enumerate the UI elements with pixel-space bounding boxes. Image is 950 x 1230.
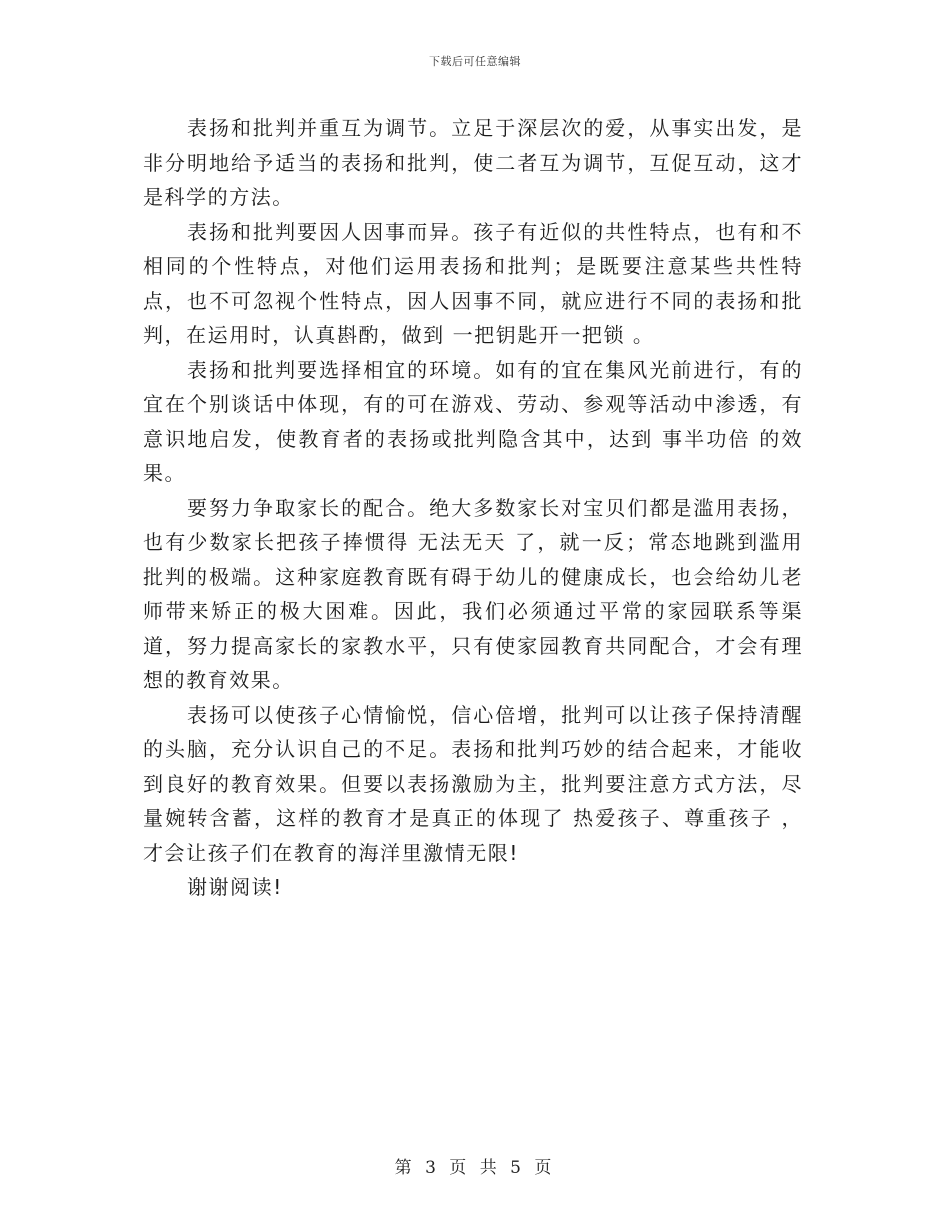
closing-line: 谢谢阅读! (187, 875, 283, 899)
paragraph-1: 表扬和批判并重互为调节。立足于深层次的爱，从事实出发，是非分明地给予适当的表扬和批判，使二者互为调节，互促互动，这才是科学的方法。 (143, 116, 803, 209)
paragraph-3: 表扬和批判要选择相宜的环境。如有的宜在集风光前进行，有的宜在个别谈话中体现，有的可在游戏、劳动、参观等活动中渗透，有意识地启发，使教育者的表扬或批判隐含其中，达到 事半功倍 的效果。 (143, 357, 803, 485)
document-body (143, 111, 803, 905)
paragraph-4: 要努力争取家长的配合。绝大多数家长对宝贝们都是滥用表扬，也有少数家长把孩子捧惯得 无法无天 了，就一反；常态地跳到滥用批判的极端。这种家庭教育既有碍于幼儿的健康成长，也会给幼儿老师带来矫正的极大困难。因此，我们必须通过平常的家园联系等渠道，努力提高家长的家教水平，只有使家园教育共同配合，才会有理想的教育效果。 (143, 495, 803, 692)
paragraph-2: 表扬和批判要因人因事而异。孩子有近似的共性特点，也有和不相同的个性特点，对他们运用表扬和批判；是既要注意某些共性特点，也不可忽视个性特点，因人因事不同，就应进行不同的表扬和批判，在运用时，认真斟酌，做到 一把钥匙开一把锁 。 (143, 219, 803, 347)
page-number-footer: 第 3 页 共 5 页 (394, 1158, 556, 1178)
page-header: 下载后可任意编辑 (429, 55, 521, 68)
paragraph-5: 表扬可以使孩子心情愉悦，信心倍增，批判可以让孩子保持清醒的头脑，充分认识自己的不足。表扬和批判巧妙的结合起来，才能收到良好的教育效果。但要以表扬激励为主，批判要注意方式方法，尽量婉转含蓄，这样的教育才是真正的体现了 热爱孩子、尊重孩子 ，才会让孩子们在教育的海洋里激情无限! (143, 702, 803, 865)
